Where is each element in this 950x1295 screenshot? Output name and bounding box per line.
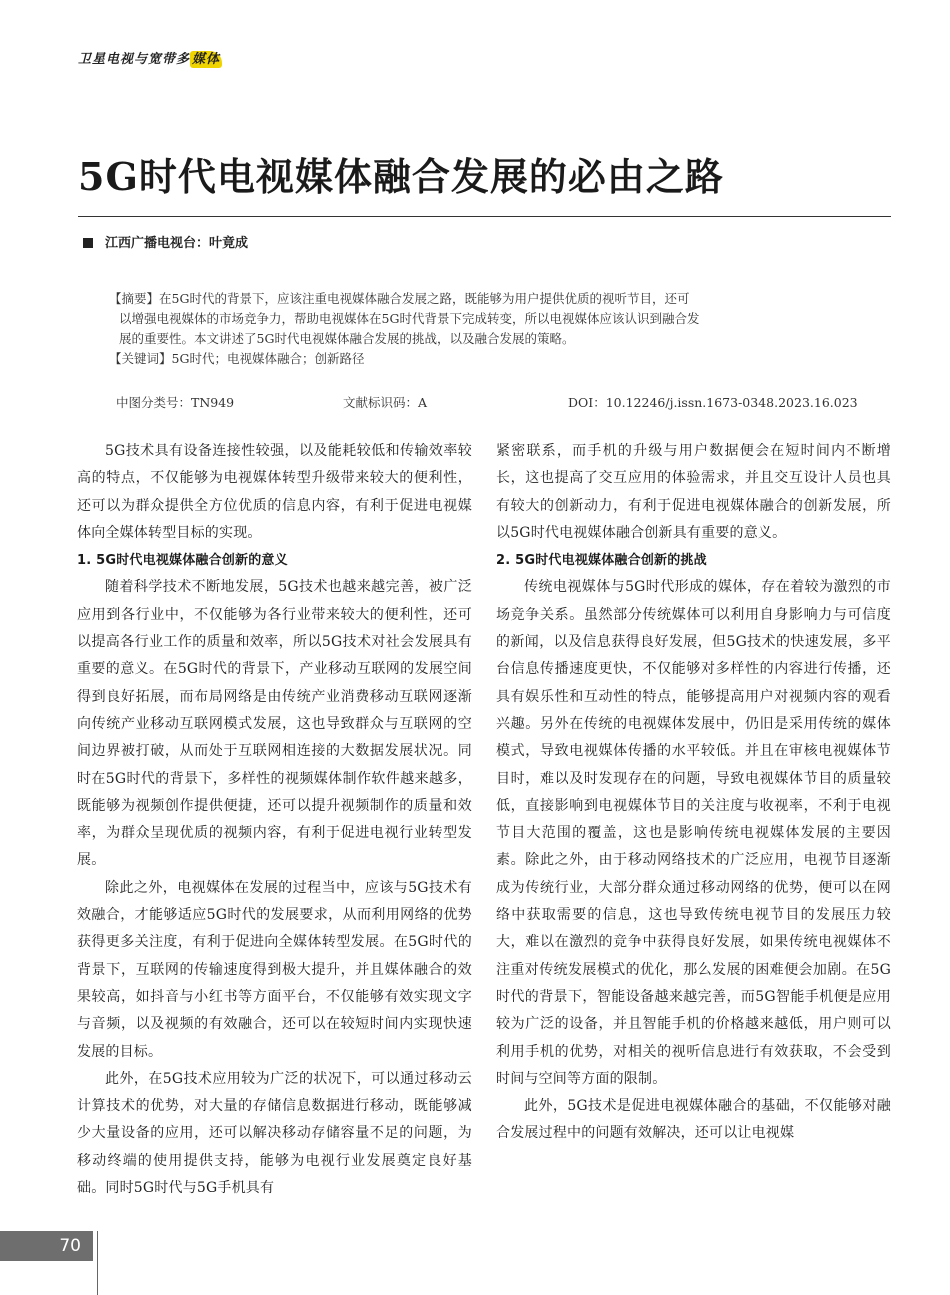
author-text: 江西广播电视台：叶竟成: [105, 236, 249, 251]
journal-name-highlight: 媒体: [192, 52, 221, 67]
paragraph: 紧密联系，而手机的升级与用户数据便会在短时间内不断增长，这也提高了交互应用的体验需求，并且交互设计人员也具有较大的创新动力，有利于促进电视媒体融合的创新发展，所以5G时代电视媒体融合创新具有重要的意义。: [496, 443, 891, 541]
page-margin-line: [97, 1231, 98, 1295]
paragraph: 此外，5G技术是促进电视媒体融合的基础，不仅能够对融合发展过程中的问题有效解决，还可以让电视媒: [496, 1098, 891, 1142]
paragraph: 5G技术具有设备连接性较强，以及能耗较低和传输效率较高的特点，不仅能够为电视媒体转型升级带来较大的便利性，还可以为群众提供全方位优质的信息内容，有利于促进电视媒体向全媒体转型目标的实现。: [77, 443, 472, 541]
article-title: 5G时代电视媒体融合发展的必由之路: [78, 154, 724, 199]
title-divider: [78, 216, 891, 217]
paragraph: 传统电视媒体与5G时代形成的媒体，存在着较为激烈的市场竞争关系。虽然部分传统媒体可以利用自身影响力与可信度的新闻，以及信息获得良好发展，但5G技术的快速发展，多平台信息传播速度更快，不仅能够对多样性的内容进行传播，还具有娱乐性和互动性的特点，能够提高用户对视频内容的观看兴趣。另外在传统的电视媒体发展中，仍旧是采用传统的媒体模式，导致电视媒体传播的水平较低。并且在审核电视媒体节目时，难以及时发现存在的问题，导致电视媒体节目的质量较低，直接影响到电视媒体节目的关注度与收视率，不利于电视节目大范围的覆盖，这也是影响传统电视媒体发展的主要因素。除此之外，由于移动网络技术的广泛应用，电视节目逐渐成为传统行业，大部分群众通过移动网络的优势，便可以在网络中获取需要的信息，这也导致传统电视节目的发展压力较大，难以在激烈的竞争中获得良好发展，如果传统电视媒体不注重对传统发展模式的优化，那么发展的困难便会加剧。在5G时代的背景下，智能设备越来越完善，而5G智能手机便是应用较为广泛的设备，并且智能手机的价格越来越低，用户则可以利用手机的优势，对相关的视听信息进行有效获取，不会受到时间与空间等方面的限制。: [496, 579, 891, 1087]
journal-name-text: 卫星电视与宽带多: [78, 52, 191, 67]
abstract-line: 展的重要性。本文讲述了5G时代电视媒体融合发展的挑战，以及融合发展的策略。: [119, 331, 575, 346]
section-heading: 1. 5G时代电视媒体融合创新的意义: [77, 553, 288, 569]
doi: DOI：10.12246/j.issn.1673-0348.2023.16.023: [568, 395, 858, 410]
right-column: [496, 438, 891, 1148]
paragraph: 此外，在5G技术应用较为广泛的状况下，可以通过移动云计算技术的优势，对大量的存储信息数据进行移动，既能够减少大量设备的应用，还可以解决移动存储容量不足的问题，为移动终端的使用提供支持，能够为电视行业发展奠定良好基础。同时5G时代与5G手机具有: [77, 1070, 472, 1197]
classification-number: 中图分类号：TN949: [116, 395, 235, 410]
author-line: [83, 232, 248, 251]
keywords-line: 【关键词】5G时代；电视媒体融合；创新路径: [109, 351, 365, 366]
square-bullet-icon: [83, 238, 93, 248]
document-code: 文献标识码：A: [343, 395, 428, 410]
abstract-line: 以增强电视媒体的市场竞争力，帮助电视媒体在5G时代背景下完成转变，所以电视媒体应该认识到融合发: [119, 311, 700, 326]
section-heading: 2. 5G时代电视媒体融合创新的挑战: [496, 553, 707, 569]
paragraph: 除此之外，电视媒体在发展的过程当中，应该与5G技术有效融合，才能够适应5G时代的发展要求，从而利用网络的优势获得更多关注度，有利于促进向全媒体转型发展。在5G时代的背景下，互联网的传输速度得到极大提升，并且媒体融合的效果较高，如抖音与小红书等方面平台，不仅能够有效实现文字与音频，以及视频的有效融合，还可以在较短时间内实现快速发展的目标。: [77, 879, 472, 1060]
classification-meta: [116, 393, 858, 413]
abstract-line: 【摘要】在5G时代的背景下，应该注重电视媒体融合发展之路，既能够为用户提供优质的视听节目，还可: [109, 291, 690, 306]
left-column: [77, 438, 472, 1202]
abstract-block: [109, 289, 859, 369]
page-number: 70: [0, 1231, 93, 1261]
journal-name: [78, 48, 222, 67]
paragraph: 随着科学技术不断地发展，5G技术也越来越完善，被广泛应用到各行业中，不仅能够为各行业带来较大的便利性，还可以提高各行业工作的质量和效率，所以5G技术对社会发展具有重要的意义。在5G时代的背景下，产业移动互联网的发展空间得到良好拓展，而布局网络是由传统产业消费移动互联网逐渐向传统产业移动互联网模式发展，这也导致群众与互联网的空间边界被打破，从而处于互联网相连接的大数据发展状况。同时在5G时代的背景下，多样性的视频媒体制作软件越来越多，既能够为视频创作提供便捷，还可以提升视频制作的质量和效率，为群众呈现优质的视频内容，有利于促进电视行业转型发展。: [77, 579, 472, 869]
